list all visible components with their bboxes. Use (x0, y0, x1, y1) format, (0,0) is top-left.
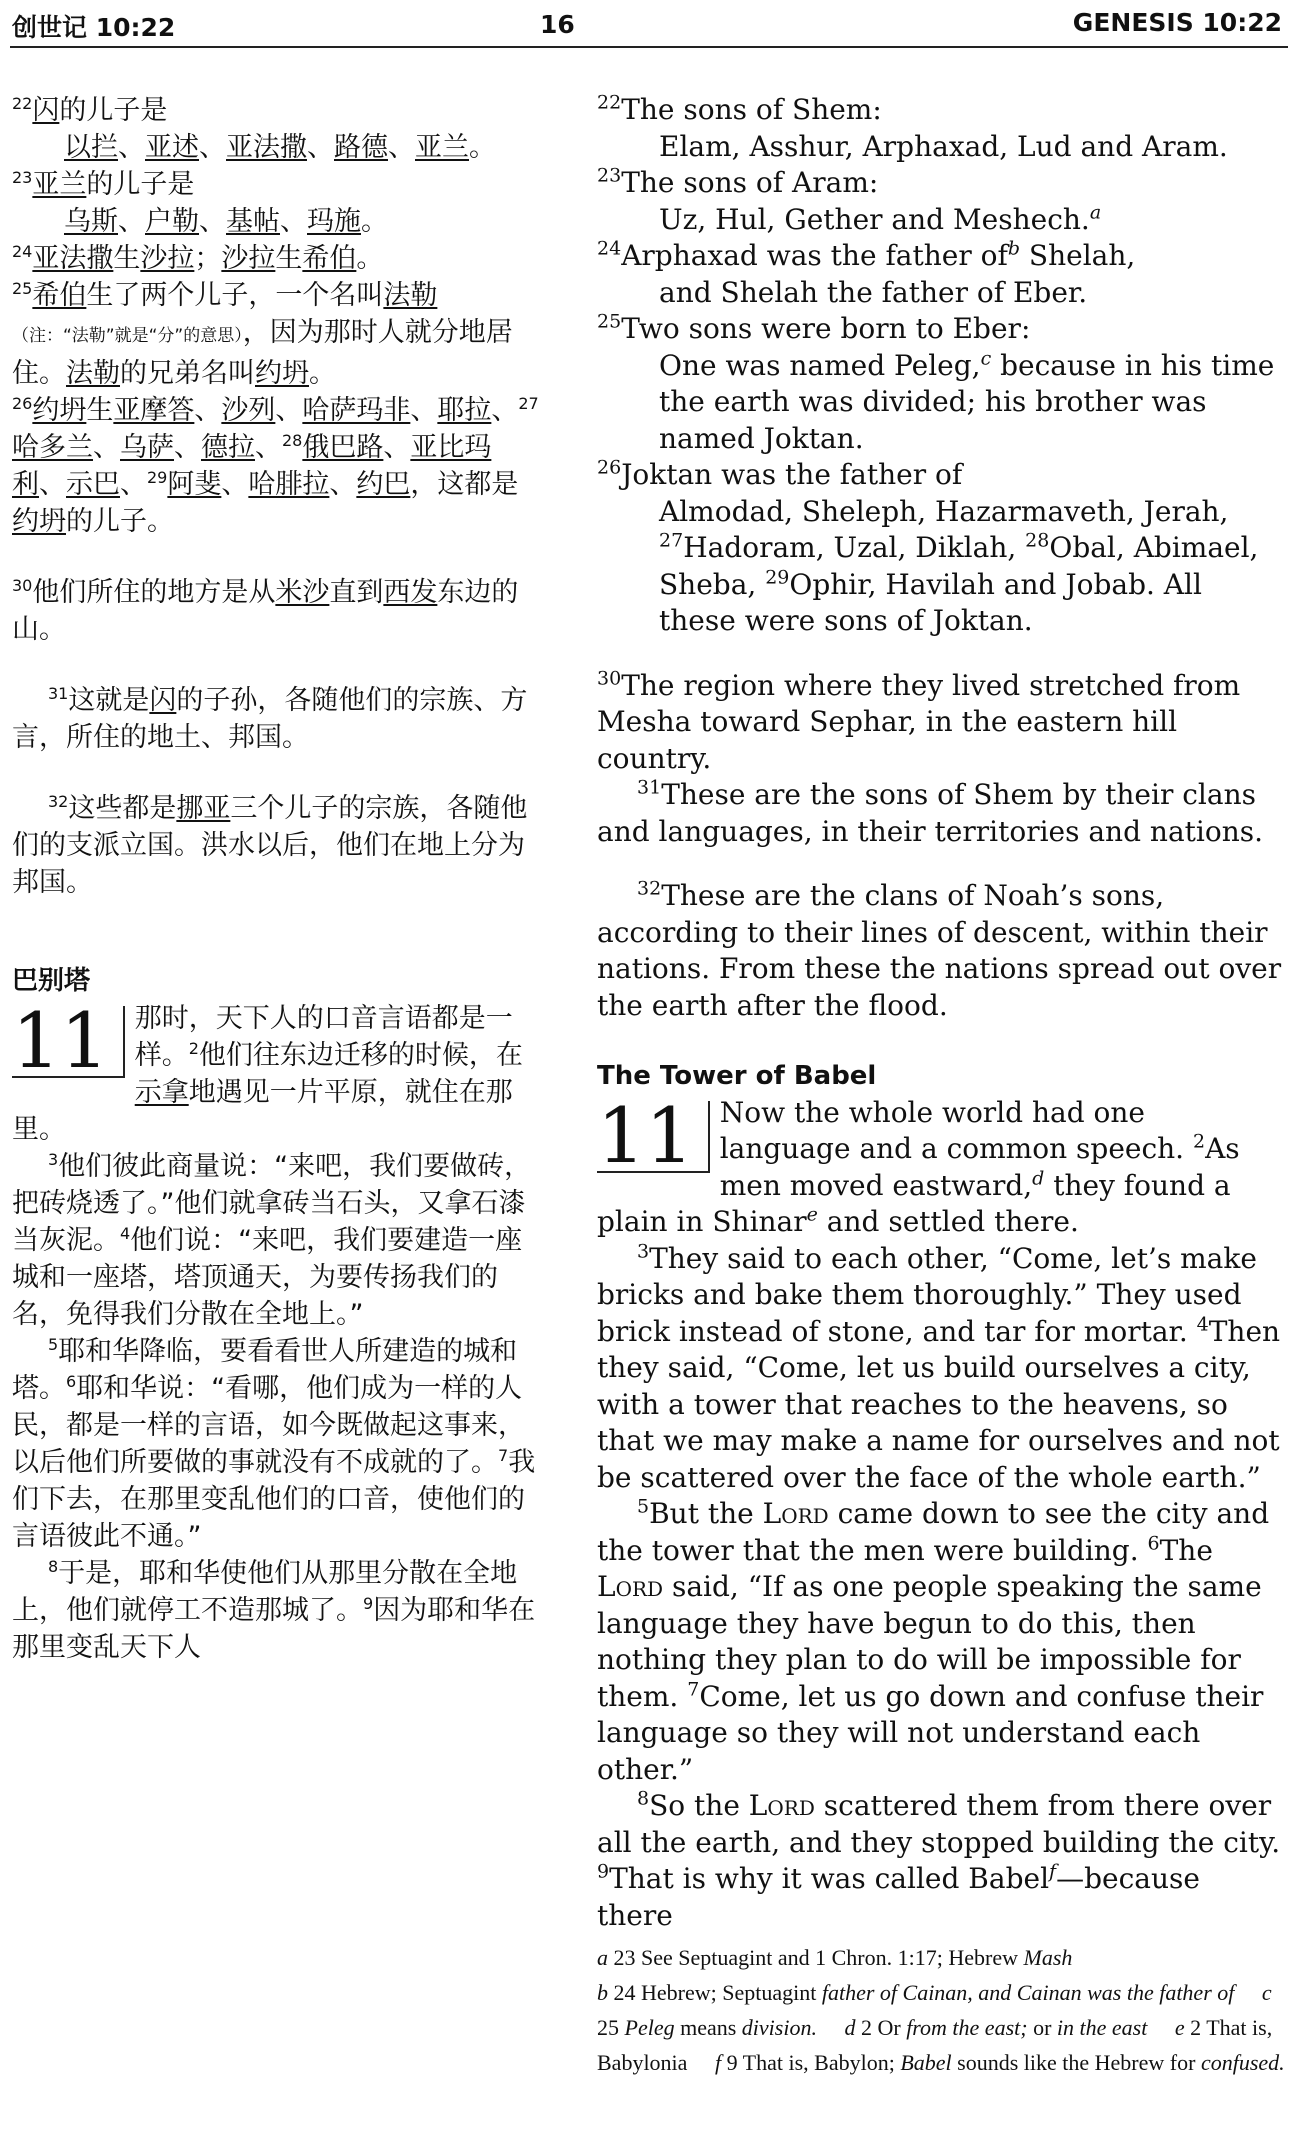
chinese-column (12, 92, 542, 1666)
zh-verse-25: $^{25}$希伯生了两个儿子，一个名叫法勒 （注：“法勒”就是“分”的意思），因为那时人就分地居住。法勒的兄弟名叫约坍。 (12, 279, 513, 389)
footnotes (597, 1940, 1287, 2080)
zh-verse-22: $^{22}$闪的儿子是 (12, 94, 168, 126)
footnote-b: b 24 Hebrew; Septuagint father of Cainan, and Cainan was the father of (597, 1980, 1235, 2005)
zh-verse-11-5: $^5$耶和华降临，要看看世人所建造的城和塔。$^6$耶和华说：“看哪，他们成为一样的人民，都是一样的言语，如今既做起这事来，以后他们所要做的事就没有不成就的了。$^7$我们下去，在那里变乱他们的口音，使他们的言语彼此不通。” (12, 1335, 536, 1552)
zh-verse-32: $^{32}$这些都是挪亚三个儿子的宗族，各随他们的支派立国。洪水以后，他们在地上分为邦国。 (12, 792, 528, 898)
zh-verse-11-1: 那时，天下人的口音言语都是一样。$^2$他们往东边迁移的时候，在示拿地遇见一片平原，就住在那里。 (12, 1003, 523, 1145)
english-column (597, 92, 1282, 1934)
zh-chapter-11 (12, 996, 542, 1666)
en-verse-11-1: Now the whole world had one language and a common speech. $^2$As men moved eastward,$^d$ they found a plain in Shinar$^e$ and settled there. (597, 1095, 1240, 1238)
page-number: 16 (540, 10, 575, 39)
en-verse-30: $^{30}$The region where they lived stretched from Mesha toward Sephar, in the eastern hill country. (597, 667, 1241, 775)
header-english-reference: GENESIS 10:22 (1072, 8, 1282, 37)
footnote-e: e 2 That is, Babylonia (597, 2015, 1273, 2075)
en-verse-26: $^{26}$Joktan was the father of (597, 456, 963, 491)
en-verse-22-names: Elam, Asshur, Arphaxad, Lud and Aram. (659, 129, 1228, 163)
footnote-f: f 9 That is, Babylon; Babel sounds like the Hebrew for confused. (714, 2050, 1285, 2075)
en-verse-24: $^{24}$Arphaxad was the father $of^b$ Shelah, (597, 237, 1136, 272)
zh-verse-22-names: 以拦、亚述、亚法撒、路德、亚兰。 (64, 132, 496, 163)
en-verse-32: $^{32}$These are the clans of Noah’s sons, according to their lines of descent, within their nations. From these the nations spread out over the earth after the flood. (597, 877, 1282, 1022)
en-verse-25-cont: One was named Peleg,$^c$ because in his time the earth was divided; his brother was named Joktan. (659, 347, 1275, 455)
header-rule (10, 46, 1288, 48)
footnote-c: c 25 Peleg means division. (597, 1980, 1272, 2040)
zh-section-heading: 巴别塔 (12, 966, 91, 996)
header-chinese-reference: 创世记 10:22 (12, 13, 176, 42)
zh-verse-24: $^{24}$亚法撒生沙拉；沙拉生希伯。 (12, 242, 384, 274)
en-verse-25: $^{25}$Two sons were born to Eber: (597, 310, 1031, 345)
en-verse-23-names: Uz, Hul, Gether and Meshech.$^a$ (659, 201, 1102, 236)
page-header (0, 0, 1304, 44)
zh-verse-11-8: $^8$于是，耶和华使他们从那里分散在全地上，他们就停工不造那城了。$^9$因为耶和华在那里变乱天下人 (12, 1557, 536, 1663)
zh-verse-11-3: $^3$他们彼此商量说：“来吧，我们要做砖，把砖烧透了。”他们就拿砖当石头，又拿石漆当灰泥。$^4$他们说：“来吧，我们要建造一座城和一座塔，塔顶通天，为要传扬我们的名，免得我们分散在全地上。” (12, 1150, 532, 1330)
en-verse-31: $^{31}$These are the sons of Shem by their clans and languages, in their territories and nations. (597, 776, 1264, 848)
footnote-a: a 23 See Septuagint and 1 Chron. 1:17; Hebrew Mash (597, 1945, 1073, 1970)
en-verse-24-cont: and Shelah the father of Eber. (659, 275, 1088, 309)
en-verse-11-3: $^3$They said to each other, “Come, let’s make bricks and bake them thoroughly.” They used brick instead of stone, and tar for mortar. $^4$Then they said, “Come, let us build ourselves a city, with a tower that reaches to the heavens, so that we may make a name for ourselves and not be scattered over the face of the whole earth.” (597, 1240, 1281, 1494)
en-verse-23: $^{23}$The sons of Aram: (597, 164, 879, 199)
zh-chapter-number: 11 (12, 1006, 125, 1078)
en-verse-11-5: $^5$But the Lord came down to see the city and the tower that the men were building. $^6$The Lord said, “If as one people speaking the same language they have begun to do this, then nothing they plan to do will be impossible for them. $^7$Come, let us go down and confuse their language so they will not understand each other.” (597, 1495, 1270, 1786)
zh-verse-26-29: $^{26}$约坍生亚摩答、沙列、哈萨玛非、耶拉、$^{27}$哈多兰、乌萨、德拉、$^{28}$俄巴路、亚比玛利、示巴、$^{29}$阿斐、哈腓拉、约巴，这都是约坍的儿子。 (12, 394, 539, 537)
en-verse-22: $^{22}$The sons of Shem: (597, 91, 882, 126)
en-chapter-number: 11 (597, 1101, 710, 1173)
en-verse-26-29: Almodad, Sheleph, Hazarmaveth, Jerah, $^{27}$Hadoram, Uzal, Diklah, $^{28}$Obal, Abimael, Sheba, $^{29}$Ophir, Havilah and Jobab. All these were sons of Joktan. (659, 494, 1259, 637)
en-verse-11-8: $^8$So the Lord scattered them from there over all the earth, and they stopped building the city. $^9$That is why it was called Babel$^f$—because there (597, 1787, 1281, 1932)
zh-verse-30: $^{30}$他们所住的地方是从米沙直到西发东边的山。 (12, 576, 519, 645)
zh-verse-23-names: 乌斯、户勒、基帖、玛施。 (64, 206, 388, 237)
en-section-heading: The Tower of Babel (597, 1061, 877, 1091)
zh-verse-31: $^{31}$这就是闪的子孙，各随他们的宗族、方言，所住的地土、邦国。 (12, 684, 528, 753)
footnote-d: d 2 Or from the east; or in the east (844, 2015, 1148, 2040)
en-chapter-11 (597, 1090, 1282, 1935)
zh-verse-23: $^{23}$亚兰的儿子是 (12, 168, 195, 200)
